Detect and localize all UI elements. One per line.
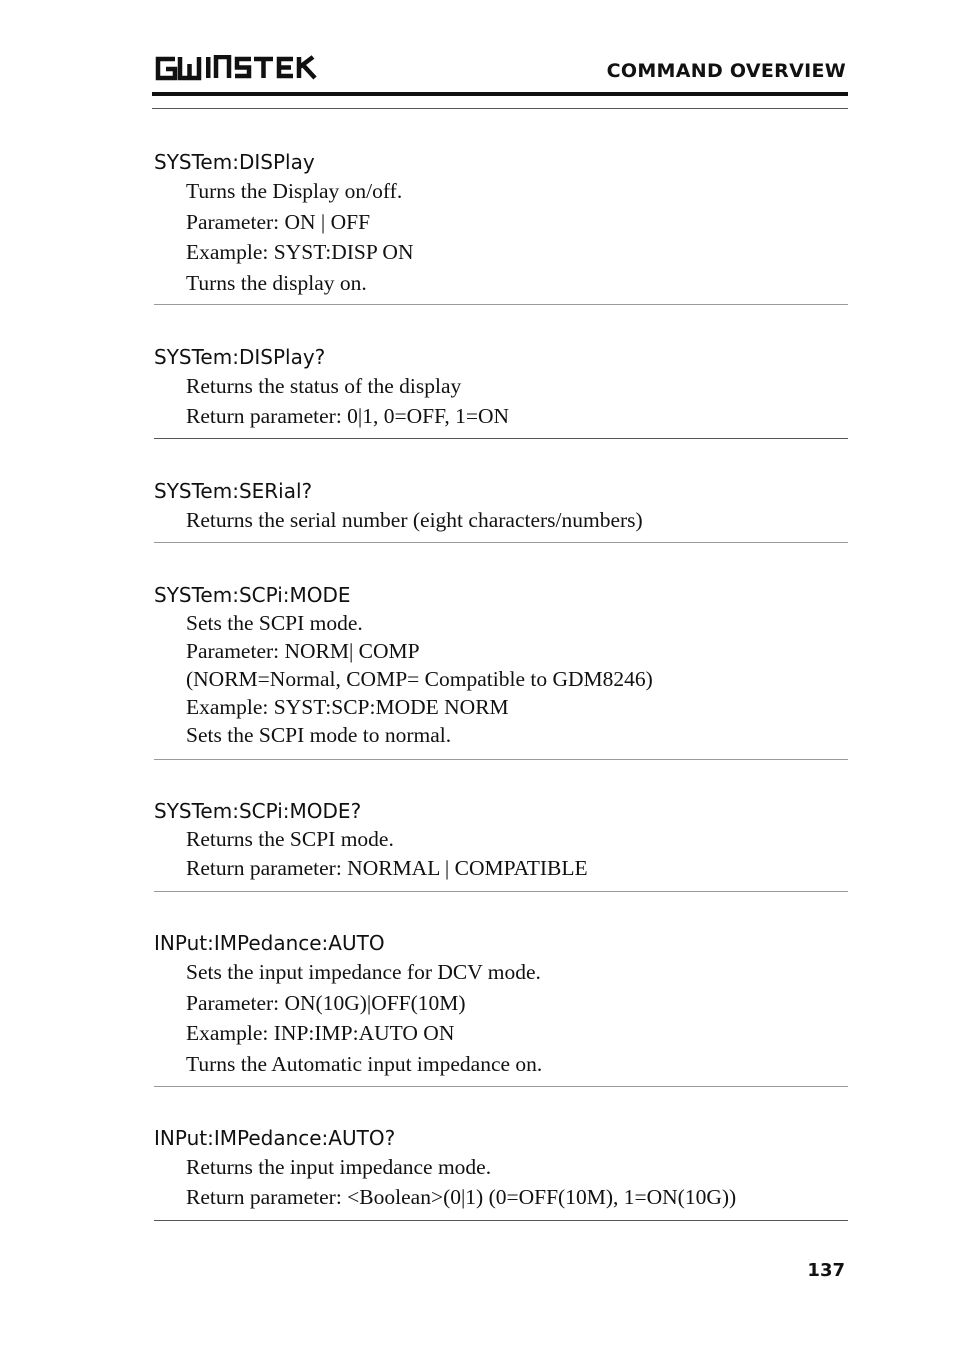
command-name: SYSTem:SERial?: [154, 479, 313, 503]
description-line: Sets the SCPI mode.: [186, 611, 363, 635]
gw-instek-logo: [153, 55, 323, 85]
description-line: Parameter: ON | OFF: [186, 209, 371, 234]
command-entry-system-scpi-mode-query: [154, 797, 848, 883]
header-rule: [152, 92, 848, 96]
entry-separator: [154, 759, 848, 760]
description-line: Example: INP:IMP:AUTO ON: [186, 1021, 455, 1045]
entry-separator: [154, 891, 848, 892]
page-number: 137: [807, 1260, 845, 1281]
description-line: Parameter: ON(10G)|OFF(10M): [186, 990, 466, 1015]
section-title: COMMAND OVERVIEW: [606, 60, 846, 82]
command-entry-system-serial-query: [154, 477, 848, 535]
description-line: Returns the status of the display: [186, 374, 462, 398]
entry-separator: [154, 304, 848, 305]
description-line: Parameter: NORM| COMP: [186, 639, 420, 663]
command-name: SYSTem:DISPlay: [154, 150, 315, 174]
description-line: Turns the display on.: [186, 270, 367, 295]
entry-separator: [154, 1086, 848, 1087]
command-entry-input-impedance-auto-query: [154, 1124, 848, 1212]
command-name: SYSTem:DISPlay?: [154, 345, 326, 369]
command-entry-system-display-query: [154, 343, 848, 431]
description-line: Returns the serial number (eight characters/numbers): [186, 508, 643, 532]
description-line: Example: SYST:DISP ON: [186, 240, 414, 264]
command-entry-system-display: [154, 148, 848, 298]
entry-separator: [154, 1220, 848, 1221]
description-line: (NORM=Normal, COMP= Compatible to GDM8246): [186, 667, 653, 691]
description-line: Turns the Automatic input impedance on.: [186, 1051, 543, 1076]
command-entry-system-scpi-mode: [154, 581, 848, 749]
command-name: SYSTem:SCPi:MODE?: [154, 799, 362, 823]
entry-separator: [154, 438, 848, 439]
entry-separator: [154, 542, 848, 543]
header-rule-thin: [152, 108, 848, 109]
command-name: SYSTem:SCPi:MODE: [154, 583, 351, 607]
description-line: Return parameter: NORMAL | COMPATIBLE: [186, 856, 588, 880]
description-line: Turns the Display on/off.: [186, 179, 403, 203]
description-line: Return parameter: 0|1, 0=OFF, 1=ON: [186, 404, 510, 428]
command-entry-input-impedance-auto: [154, 929, 848, 1079]
description-line: Returns the input impedance mode.: [186, 1155, 492, 1179]
description-line: Example: SYST:SCP:MODE NORM: [186, 695, 509, 719]
description-line: Return parameter: <Boolean>(0|1) (0=OFF(10M), 1=ON(10G)): [186, 1185, 737, 1209]
command-name: INPut:IMPedance:AUTO?: [154, 1126, 396, 1150]
gw-instek-logo-graphic: [153, 55, 323, 83]
description-line: Returns the SCPI mode.: [186, 827, 394, 851]
command-name: INPut:IMPedance:AUTO: [154, 931, 385, 955]
description-line: Sets the input impedance for DCV mode.: [186, 960, 541, 984]
description-line: Sets the SCPI mode to normal.: [186, 723, 452, 747]
